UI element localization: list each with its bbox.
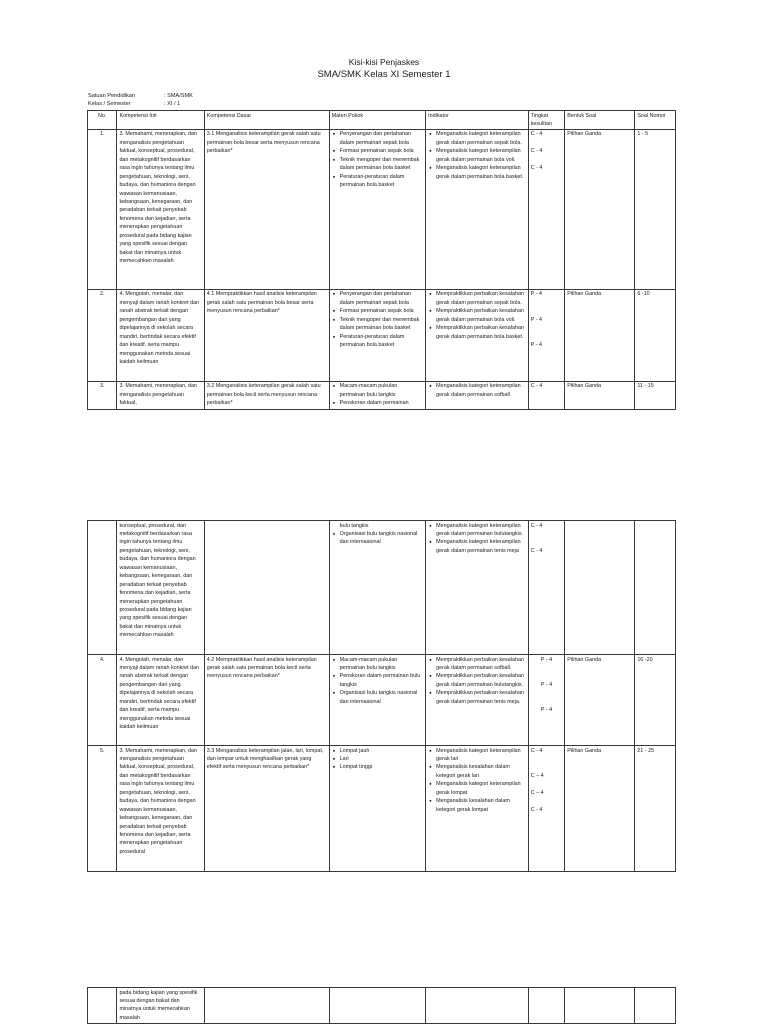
- level-value: P - 4: [540, 681, 553, 688]
- table-row: [88, 129, 676, 289]
- kompetensi-inti-cell: 3. Memahami, menerapkan, dan menganalisis pengetahuan faktual, konseptual, prosedural, dan metakognitif berdasarkan rasa ingin tahunya tentang ilmu pengetahuan, teknologi, seni, budaya, dan humaniora dengan wawasan kemanusiaan, kebangsaan, kenegaraan, dan peradaban terkait penyebab fenomena dan kejadian, serta menerapkan pengetahuan prosedural pada bidang kajian yang spesifik sesuai dengan bakat dan minatnya untuk memecahkan masalah: [117, 129, 204, 289]
- materi-list: [332, 130, 423, 189]
- indikator-list: [428, 656, 526, 707]
- level-value: P - 4: [530, 316, 542, 323]
- header-indikator: Indikator: [426, 111, 529, 130]
- list-item: ● Menganalisis kategori keterampilan gerak dalam permainan sofball: [436, 382, 526, 399]
- kompetensi-dasar-cell: 3.2 Menganalisis keterampilan gerak salah satu permainan bola kecil serta menyusun rencana perbaikan*: [204, 381, 329, 409]
- kompetensi-dasar-cell: 4.2 Mempraktikkan hasil analisis keterampilan gerak salah satu permainan bola kecil serta menyusun rencana perbaikan*: [204, 655, 329, 746]
- materi-list: [332, 747, 423, 772]
- row-number: 5.: [88, 746, 117, 872]
- list-item: ● Teknik mengoper dan menembak dalam permainan bola basket: [340, 316, 423, 333]
- row-number: 2.: [88, 289, 117, 381]
- list-item: ● Formasi permainan sepak bola: [340, 307, 423, 315]
- materi-pokok-cell: [329, 521, 425, 655]
- kompetensi-dasar-cell: 4.1 Mempraktikkan hasil analisis keterampilan gerak salah satu permainan bola besar serta menyusun rencana perbaikan*: [204, 289, 329, 381]
- level-value: P - 4: [530, 342, 542, 349]
- list-item: ● Menganalisis kesalahan dalam ketegori gerak lari: [436, 763, 526, 780]
- materi-list: [332, 290, 423, 349]
- indikator-cell: [426, 521, 529, 655]
- level-value: C - 4: [530, 806, 543, 813]
- kompetensi-inti-cell: konseptual, prosedural, dan metakognitif berdasarkan rasa ingin tahunya tentang ilmu pengetahuan, teknologi, seni, budaya, dan humaniora dengan wawasan kemanusiaan, kebangsaan, kenegaraan, dan peradaban terkait penyebab fenomena dan kejadian, serta menerapkan pengetahuan prosedural pada bidang kajian yang spesifik sesuai dengan bakat dan minatnya untuk memecahkan masalah: [117, 521, 204, 655]
- kompetensi-dasar-cell: 3.1 Menganalisis keterampilan gerak salah satu permainan bola besar serta menyusun rencana perbaikan*: [204, 129, 329, 289]
- level-value: P - 4: [540, 707, 553, 714]
- indikator-list: [428, 522, 526, 556]
- meta-satuan-value: : SMA/SMK: [164, 93, 193, 99]
- bentuk-soal-cell: [565, 521, 635, 655]
- soal-nomor-cell: 21 - 25: [635, 746, 676, 872]
- materi-list: [332, 382, 423, 407]
- list-item: ● Menganalisis kategori keterampilan gerak dalam permainan bulutangkis.: [436, 522, 526, 539]
- level-value: C - 4: [530, 131, 543, 138]
- kompetensi-inti-cell: 3. Memahami, menerapkan, dan menganalisis pengetahuan faktual,: [117, 381, 204, 409]
- table-row: [88, 289, 676, 381]
- list-item: ● Mempraktikkan perbaikan kesalahan gerak dalam permainan tenis meja.: [436, 689, 526, 706]
- list-item: ● Formasi permainan sepak bola: [340, 147, 423, 155]
- bentuk-soal-cell: Pilihan Ganda: [565, 129, 635, 289]
- list-item: ● Teknik mengoper dan menembak dalam permainan bola basket: [340, 156, 423, 173]
- list-item: ● Lompat jauh: [340, 747, 423, 755]
- list-item: ● Lari: [340, 755, 423, 763]
- list-item: ● Menganalisis kategori keterampilan gerak lari: [436, 747, 526, 764]
- list-item: ● Mempraktikkan perbaikan kesalahan gerak dalam permainan sepak bola.: [436, 290, 526, 307]
- list-item: ● Organisasi bulu tangkis nasional dan internasional: [340, 530, 423, 547]
- list-item: ● Penskoran dalam permainan bulu tangkis: [340, 672, 423, 689]
- level-value: C - 4: [530, 165, 543, 172]
- list-item: ● Mempraktikkan perbaikan kesalahan gerak dalam permainan sofball.: [436, 656, 526, 673]
- materi-pokok-cell: [329, 381, 425, 409]
- list-item: ● Mempraktikkan perbaikan kesalahan gerak dalam permainan bola basket.: [436, 324, 526, 341]
- soal-nomor-cell: [635, 521, 676, 655]
- kompetensi-inti-cell: 3. Memahami, menerapkan, dan menganalisis pengetahuan faktual, konseptual, prosedural, dan metakognitif berdasarkan rasa ingin tahunya tentang ilmu pengetahuan, teknologi, seni, budaya, dan humaniora dengan wawasan kemanusiaan, kebangsaan, kenegaraan, dan peradaban terkait penyebab fenomena dan kejadian, serta menerapkan pengetahuan prosedural: [117, 746, 204, 872]
- indikator-list: [428, 130, 526, 181]
- indikator-cell: [426, 746, 529, 872]
- tingkat-cell: [528, 381, 565, 409]
- row-number: [88, 521, 117, 655]
- materi-continued-text: bulu tangkis: [339, 522, 369, 529]
- bentuk-soal-cell: [565, 988, 635, 1024]
- kompetensi-inti-cell: 4. Mengolah, menalar, dan menyaji dalam ranah konkret dan ranah abstrak terkait dengan pengembangan dari yang dipelajarinya di sekolah secara mandiri, bertindak secara efektif dan kreatif, serta mampu menggunakan metoda sesuai kaidah keilmuan: [117, 655, 204, 746]
- header-materi-pokok: Materi Pokok: [329, 111, 425, 130]
- meta-kelas: [88, 100, 181, 108]
- list-item: ● Penskoran dalam permainan: [340, 399, 423, 407]
- list-item: ● Peraturan-peraturan dalam permainan bola basket: [340, 333, 423, 350]
- kompetensi-dasar-cell: [204, 521, 329, 655]
- soal-nomor-cell: 11 - 15: [635, 381, 676, 409]
- kompetensi-inti-cell: 4. Mengolah, menalar, dan menyaji dalam ranah konkret dan ranah abstrak terkait dengan pengembangan dari yang dipelajarinya di sekolah secara mandiri, bertindak secara efektif dan kreatif, serta mampu menggunakan metoda sesuai kaidah keilmuan: [117, 289, 204, 381]
- level-value: C – 4: [530, 772, 544, 779]
- materi-pokok-cell: [329, 746, 425, 872]
- indikator-list: [428, 747, 526, 815]
- bentuk-soal-cell: Pilihan Ganda: [565, 746, 635, 872]
- kompetensi-inti-cell: pada bidang kajian yang spesifik sesuai dengan bakat dan minatnya untuk memecahkan masalah: [117, 988, 204, 1024]
- list-item: ● Lompat tinggi: [340, 763, 423, 771]
- meta-satuan-label: Satuan Pendidikan: [88, 93, 135, 99]
- list-item: ● Menganalisis kategori keterampilan gerak dalam permainan sepak bola.: [436, 130, 526, 147]
- header-bentuk-soal: Bentuk Soal: [565, 111, 635, 130]
- tingkat-cell: [528, 746, 565, 872]
- table-row: [88, 746, 676, 872]
- list-item: ● Menganalisis kategori keterampilan gerak dalam permainan bola voli.: [436, 147, 526, 164]
- level-value: C – 4: [530, 789, 544, 796]
- indikator-cell: [426, 988, 529, 1024]
- grid-table-page3: [87, 987, 676, 1024]
- list-item: ● Organisasi bulu tangkis nasional dan internasional: [340, 689, 423, 706]
- indikator-cell: [426, 655, 529, 746]
- materi-pokok-cell: [329, 129, 425, 289]
- bentuk-soal-cell: Pilihan Ganda: [565, 655, 635, 746]
- row-number: 4.: [88, 655, 117, 746]
- header-kompetensi-dasar: Kompetensi Dasar: [204, 111, 329, 130]
- indikator-list: [428, 382, 526, 399]
- row-number: 1.: [88, 129, 117, 289]
- document-subtitle: SMA/SMK Kelas XI Semester 1: [317, 69, 451, 80]
- list-item: ● Mempraktikkan perbaikan kesalahan gerak dalam permainan bulutangkis.: [436, 672, 526, 689]
- row-number: [88, 988, 117, 1024]
- level-value: C - 4: [530, 148, 543, 155]
- list-item: ● Mempraktikkan perbaikan kesalahan gerak dalam permainan bola voli.: [436, 307, 526, 324]
- row-number: 3.: [88, 381, 117, 409]
- tingkat-cell: [528, 129, 565, 289]
- bentuk-soal-cell: Pilihan Ganda: [565, 289, 635, 381]
- table-row: [88, 521, 676, 655]
- soal-nomor-cell: 16 -20: [635, 655, 676, 746]
- list-item: ● Menganalisis kategori keterampilan gerak dalam permainan tenis meja: [436, 538, 526, 555]
- header-no: No.: [88, 111, 117, 130]
- table-header-row: [88, 111, 676, 130]
- level-value: P - 4: [530, 291, 542, 298]
- tingkat-cell: [528, 988, 565, 1024]
- list-item: ● Menganalisis kategori keterampilan gerak dalam permainan bola basket.: [436, 164, 526, 181]
- soal-nomor-cell: [635, 988, 676, 1024]
- table-row: [88, 381, 676, 409]
- materi-pokok-cell: [329, 988, 425, 1024]
- materi-pokok-cell: [329, 289, 425, 381]
- table-row: [88, 988, 676, 1024]
- indikator-cell: [426, 289, 529, 381]
- level-value: C - 4: [530, 547, 543, 554]
- soal-nomor-cell: 1 - 5: [635, 129, 676, 289]
- tingkat-cell: [528, 655, 565, 746]
- meta-kelas-label: Kelas / Semester: [88, 101, 131, 107]
- table-row: [88, 655, 676, 746]
- list-item: ● Penyerangan dan pertahanan dalam permainan sepak bola: [340, 290, 423, 307]
- header-kompetensi-inti: Kompetensi Inti: [117, 111, 204, 130]
- level-value: C - 4: [530, 747, 543, 754]
- header-soal-nomor: Soal Nomor: [635, 111, 676, 130]
- meta-satuan: [88, 92, 193, 100]
- kompetensi-dasar-cell: 3.3 Menganalisis keterampilan jalan, lari, lompat, dan lempar untuk menghasilkan gerak yang efektif serta menyusun rencana perbaikan*: [204, 746, 329, 872]
- bentuk-soal-cell: Pilihan Ganda: [565, 381, 635, 409]
- level-value: P - 4: [540, 656, 553, 663]
- tingkat-cell: [528, 521, 565, 655]
- header-tingkat-kesulitan: Tingkat kesulitan: [528, 111, 565, 130]
- meta-kelas-value: : XI / 1: [164, 101, 181, 107]
- materi-list: [332, 656, 423, 707]
- level-value: C - 4: [530, 522, 543, 529]
- list-item: ● Menganalisis kategori keterampilan gerak lompat: [436, 780, 526, 797]
- list-item: ● Penyerangan dan pertahanan dalam permainan sepak bola: [340, 130, 423, 147]
- list-item: ● Peraturan-peraturan dalam permainan bola basket: [340, 173, 423, 190]
- level-value: C - 4: [530, 383, 543, 390]
- grid-table-page1: [87, 110, 676, 410]
- soal-nomor-cell: 6 -10: [635, 289, 676, 381]
- indikator-list: [428, 290, 526, 341]
- indikator-cell: [426, 381, 529, 409]
- grid-table-page2: [87, 520, 676, 872]
- kompetensi-dasar-cell: [204, 988, 329, 1024]
- indikator-cell: [426, 129, 529, 289]
- tingkat-cell: [528, 289, 565, 381]
- materi-pokok-cell: [329, 655, 425, 746]
- materi-list: [332, 530, 423, 547]
- list-item: ● Macam-macam pukulan permainan bulu tangkis: [340, 656, 423, 673]
- list-item: ● Macam-macam pukulan permainan bulu tangkis: [340, 382, 423, 399]
- document-title: Kisi-kisi Penjaskes: [348, 57, 420, 67]
- list-item: ● Menganalisis kesalahan dalam ketegori gerak lompat: [436, 797, 526, 814]
